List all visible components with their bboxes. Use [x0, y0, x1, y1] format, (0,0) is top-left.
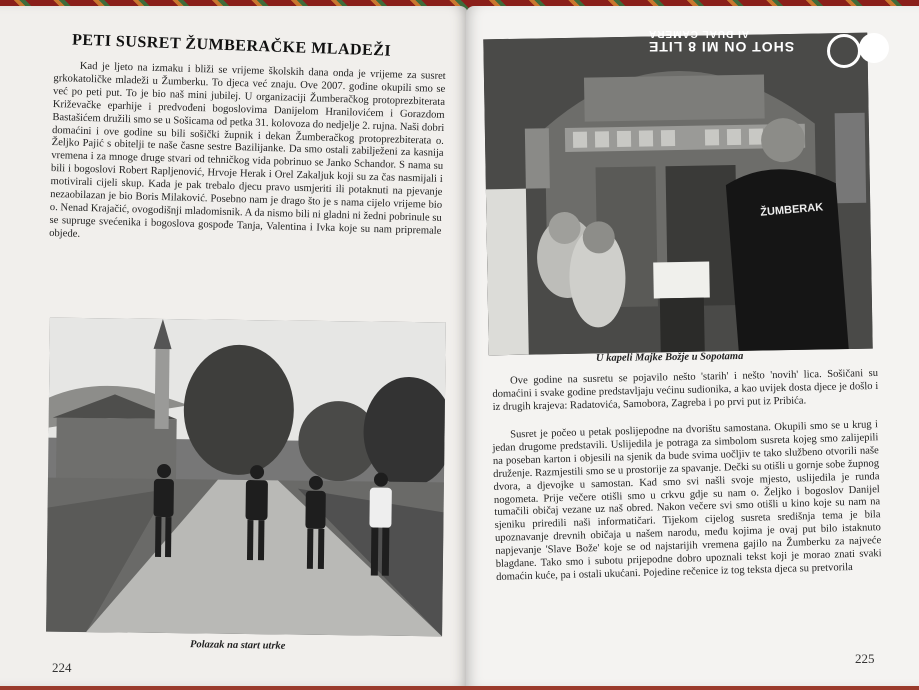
right-paragraph-2: Susret je počeo u petak poslijepodne na dvorištu samostana. Okupili smo se u krug i jedan drugome predstavili. Uslijedila je potraga za simbolom susreta kojeg smo zalijepili na poseban karton i objesili na sjenik da bude svima uočljiv te tako službeno otvorili naše druženje. Razmjestili smo se u prostorije za spavanje. Dečki su otišli u gornje sobe župnog dvora, a djevojke u samostan. Kad smo svi našli svoje mjesto, uslijedila je runda nogometa. Prije večere otišli smo u crkvu gdje su nam o. Željko i bogoslov Danijel tumačili običaj vezane uz naš obred. Nakon večere svi smo otišli u kino koje su nam na sjeniku priredili naši informatičari. Tijekom cijelog susreta središnja tema je bila upoznavanje drevnih običaja u našem narodu, među kojima je ovaj put bilo istaknuto napjevanje 'Slave Bože' koje se od najstarijih vremena gajilo na Žumberku za najveće blagdane. Tako smo i subotu prijepodne dobro upoznali tekst koji je morao znati svaki domaćin kuće, pa i ostali ukućani. Pojedine rečenice iz tog teksta djeca su pretvorila	[492, 419, 882, 583]
left-photo-caption: Polazak na start utrke	[189, 639, 286, 652]
shirt-text: ŽUMBERAK	[759, 201, 824, 219]
watermark-shot-on: SHOT ON MI 8 LITE	[648, 39, 795, 55]
camera-watermark	[648, 28, 794, 55]
watermark-dot-icon	[859, 33, 889, 63]
right-page-number: 225	[855, 651, 875, 666]
watermark-dual-camera: AI DUAL CAMERA	[648, 28, 750, 39]
right-paragraph-1: Ove godine na susretu se pojavilo nešto 'starih' i nešto 'novih' lica. Sošičani su domaćini i svake godine predstavljaju većinu sudionika, a kao uvijek dosta djece je došlo i iz drugih krajeva: Radatovića, Samobora, Zagreba i po prvi put iz Pribića.	[492, 367, 879, 413]
chapel-photo	[483, 33, 872, 356]
right-photo-caption: U kapeli Majke Božje u Sopotama	[595, 350, 744, 365]
left-page-number: 224	[52, 660, 72, 675]
article-title: PETI SUSRET ŽUMBERAČKE MLADEŽI	[71, 31, 392, 60]
race-start-photo	[46, 318, 446, 637]
left-paragraph: Kad je ljeto na izmaku i bliži se vrijeme školskih dana onda je vrijeme za susret grkokatoličke mladeži u Žumberku. To djeca već znaju. Ove 2007. godine okupili smo se već po peti put. To je bio naš mini jubilej. U organizaciji Žumberačkog protoprezbiterata Križevačke eparhije i predvođeni bogoslovima Danijelom Hranilovićem i Gorazdom Bastašićem družili smo se u Sošicama od petka 31. kolovoza do nedjelje 2. rujna. Naši dobri domaćini i ove godine su bili sošički župnik i dekan Žumberačkog protoprezbiterata o. Željko Pajić s obitelji te naše časne sestre Bazilijanke. Da smo ostali zabilježeni za kasnija vremena i za mnoge druge stvari od tehničkog vida pobrinuo se Janko Schandor. S nama su bili i bogoslovi Robert Rapljenović, Hrvoje Herak i Orel Zakaljuk koji su za čas nasmijali i motivirali cijeli skup. Kada je pak trebalo djecu pravo usmjeriti ili potaknuti na pjevanje nezaobilazan je bio Boris Milaković. Posebno nam je drago što je s nama cijelo vrijeme bio o. Nenad Krajačić, ovogodišnji mladomisnik. A da nismo bili ni gladni ni žedni pobrinule su se supruge svećenika i bogoslova gospođe Tanja, Valentina i Ivka koje su nam pripremale objede.	[49, 60, 446, 240]
watermark-ring-icon	[827, 34, 861, 68]
